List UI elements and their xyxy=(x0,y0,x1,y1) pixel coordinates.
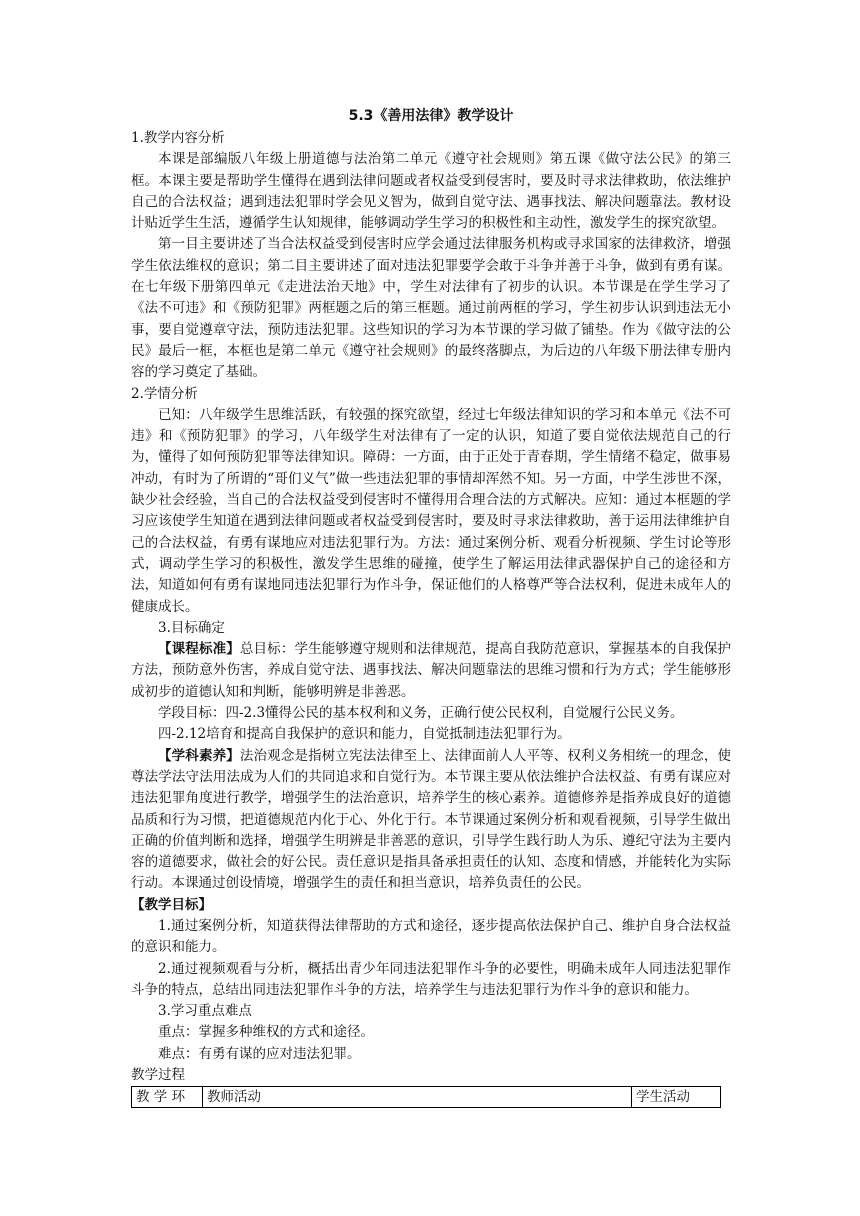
section-heading-goals: 3.目标确定 xyxy=(158,619,225,636)
course-standard-tag: 【课程标准】 xyxy=(158,641,240,658)
section-heading-student-analysis: 2.学情分析 xyxy=(131,385,198,402)
section-heading-keypoints: 3.学习重点难点 xyxy=(158,1003,252,1020)
paragraph-stage-goal: 学段目标：四-2.3懂得公民的基本权利和义务，正确行使公民权利，自觉履行公民义务。 xyxy=(158,705,684,722)
section-heading-process: 教学过程 xyxy=(131,1067,185,1084)
paragraph: 第一目主要讲述了当合法权益受到侵害时应学会通过法律服务机构或寻求国家的法律救济，增强学生依法维权的意识；第二目主要讲述了面对违法犯罪要学会敢于斗争并善于斗争，做到有勇有谋。在七年级下册第四单元《走进法治天地》中，学生对法律有了初步的认识。本节课是在学生学习了《法不可违》和《预防犯罪》两框题之后的第三框题。通过前两框的学习，学生初步认识到违法无小事，要自觉遵章守法，预防违法犯罪。这些知识的学习为本节课的学习做了铺垫。作为《做守法的公民》最后一框，本框也是第二单元《遵守社会规则》的最终落脚点，为后边的八年级下册法律专册内容的学习奠定了基础。 xyxy=(131,236,731,381)
paragraph-subject-literacy xyxy=(131,746,731,895)
subject-literacy-text: 法治观念是指树立宪法法律至上、法律面前人人平等、权利义务相统一的理念，使尊法学法守法用法成为人们的共同追求和自觉行为。本节课主要从依法维护合法权益、有勇有谋应对违法犯罪角度进行教学，增强学生的法治意识，培养学生的核心素养。道德修养是指养成良好的道德品质和行为习惯，把道德规范内化于心、外化于行。本节课通过案例分析和观看视频，引导学生做出正确的价值判断和选择，增强学生明辨是非善恶的意识，引导学生践行助人为乐、遵纪守法为主要内容的道德要求，做社会的好公民。责任意识是指具备承担责任的认知、态度和情感，并能转化为实际行动。本课通过创设情境，增强学生的责任和担当意识，培养负责任的公民。 xyxy=(131,747,732,892)
section-heading-teaching-objectives: 【教学目标】 xyxy=(131,896,212,913)
table-header-stage: 教 学 环 xyxy=(132,1087,203,1108)
objective-item: 2.通过视频观看与分析，概括出青少年同违法犯罪作斗争的必要性，明确未成年人同违法犯罪作斗争的特点，总结出同违法犯罪作斗争的方法，培养学生与违法犯罪行为作斗争的意识和能力。 xyxy=(131,960,731,998)
table-header-student: 学生活动 xyxy=(632,1087,721,1108)
subject-literacy-tag: 【学科素养】 xyxy=(158,747,240,764)
paragraph: 已知：八年级学生思维活跃，有较强的探究欲望，经过七年级法律知识的学习和本单元《法不可违》和《预防犯罪》的学习，八年级学生对法律有了一定的认识，知道了要自觉依法规范自己的行为，懂得了如何预防犯罪等法律知识。障碍：一方面，由于正处于青春期，学生情绪不稳定，做事易冲动，有时为了所谓的“哥们义气”做一些违法犯罪的事情却浑然不知。另一方面，中学生涉世不深，缺少社会经验，当自己的合法权益受到侵害时不懂得用合理合法的方式解决。应知：通过本框题的学习应该使学生知道在遇到法律问题或者权益受到侵害时，要及时寻求法律救助，善于运用法律维护自己的合法权益，有勇有谋地应对违法犯罪行为。方法：通过案例分析、观看分析视频、学生讨论等形式，调动学生学习的积极性，激发学生思维的碰撞，使学生了解运用法律武器保护自己的途径和方法，知道如何有勇有谋地同违法犯罪行为作斗争，保证他们的人格尊严等合法权利，促进未成年人的健康成长。 xyxy=(131,406,731,615)
keypoint-key: 重点：掌握多种维权的方式和途径。 xyxy=(158,1024,374,1041)
table-header-teacher: 教师活动 xyxy=(203,1087,632,1108)
paragraph-stage-goal-2: 四-2.12培育和提高自我保护的意识和能力，自觉抵制违法犯罪行为。 xyxy=(158,726,571,743)
process-table xyxy=(131,1086,721,1108)
document-page xyxy=(131,104,731,1108)
course-standard-text: 总目标：学生能够遵守规则和法律规范，提高自我防范意识，掌握基本的自我保护方法，预防意外伤害，养成自觉守法、遇事找法、解决问题靠法的思维习惯和行为方式；学生能够形成初步的道德认知和判断，能够明辨是非善恶。 xyxy=(131,641,732,700)
table-row xyxy=(132,1087,721,1108)
section-heading-content-analysis: 1.教学内容分析 xyxy=(131,130,225,146)
keypoint-difficult: 难点：有勇有谋的应对违法犯罪。 xyxy=(158,1045,361,1062)
paragraph: 本课是部编版八年级上册道德与法治第二单元《遵守社会规则》第五课《做守法公民》的第三框。本课主要是帮助学生懂得在遇到法律问题或者权益受到侵害时，要及时寻求法律救助，依法维护自己的合法权益；遇到违法犯罪时学会见义智为，做到自觉守法、遇事找法、解决问题靠法。教材设计贴近学生生活，遵循学生认知规律，能够调动学生学习的积极性和主动性，激发学生的探究欲望。 xyxy=(131,151,731,232)
paragraph-course-standard xyxy=(131,639,731,703)
objective-item: 1.通过案例分析，知道获得法律帮助的方式和途径，逐步提高依法保护自己、维护自身合法权益的意识和能力。 xyxy=(131,917,731,956)
document-title: 5.3《善用法律》教学设计 xyxy=(348,108,514,124)
